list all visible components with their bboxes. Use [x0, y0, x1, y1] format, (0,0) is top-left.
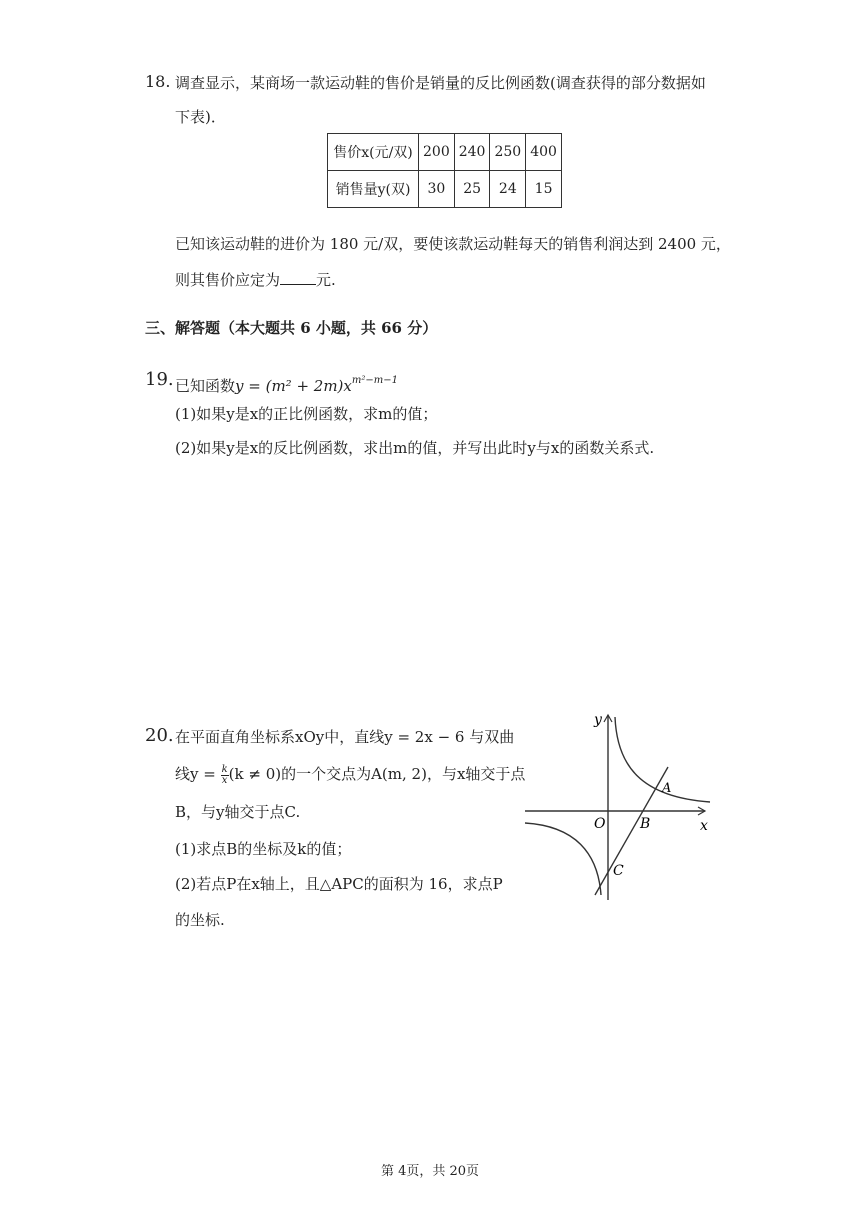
- label-c: C: [613, 863, 624, 879]
- q18-line4-post: 元.: [316, 271, 336, 289]
- table-cell: 240: [454, 134, 490, 171]
- q19-number: 19.: [145, 369, 174, 390]
- fraction-numerator: k: [221, 763, 228, 775]
- line-y-2x-6: [595, 767, 668, 895]
- q18-line4: [175, 270, 336, 290]
- table-row: [328, 171, 562, 208]
- q20-line2: [175, 764, 525, 786]
- q20-part2a: (2)若点P在x轴上，且△APC的面积为 16，求点P: [175, 875, 503, 893]
- q20-line3: B，与y轴交于点C.: [175, 803, 301, 821]
- q20-fraction: [221, 765, 229, 786]
- hyperbola-branch-2: [525, 823, 601, 895]
- q19-part1: (1)如果y是x的正比例函数，求m的值；: [175, 405, 438, 423]
- q18-line2: 下表)．: [175, 108, 226, 126]
- table-header-sales: 销售量y(双): [328, 171, 419, 208]
- q20-part1: (1)求点B的坐标及k的值；: [175, 840, 352, 858]
- table-row: [328, 134, 562, 171]
- q19-stem: [175, 371, 398, 396]
- q20-line2-post: (k ≠ 0)的一个交点为A(m, 2)，与x轴交于点: [228, 765, 526, 783]
- table-header-price: 售价x(元/双): [328, 134, 419, 171]
- q20-coordinate-figure: [520, 705, 720, 905]
- table-cell: 25: [454, 171, 490, 208]
- answer-blank: [280, 270, 316, 285]
- table-cell: 400: [526, 134, 562, 171]
- fraction-denominator: x: [221, 774, 228, 786]
- q19-formula: y = (m² + 2m)x: [235, 377, 352, 395]
- label-x: x: [700, 818, 708, 834]
- q18-line3: 已知该运动鞋的进价为 180 元/双，要使该款运动鞋每天的销售利润达到 2400 元，: [175, 235, 731, 253]
- q20-number: 20.: [145, 725, 174, 746]
- table-cell: 30: [419, 171, 455, 208]
- table-cell: 15: [526, 171, 562, 208]
- q20-line2-pre: 线y =: [175, 765, 216, 783]
- page-footer: 第 4页，共 20页: [380, 1164, 480, 1179]
- q18-number: 18.: [145, 72, 171, 91]
- q20-part2b: 的坐标.: [175, 911, 225, 929]
- label-o: O: [594, 816, 606, 832]
- table-cell: 24: [490, 171, 526, 208]
- q18-line4-pre: 则其售价应定为: [175, 271, 281, 289]
- section-title: 三、解答题（本大题共 6 小题，共 66 分）: [145, 319, 438, 337]
- q19-part2: (2)如果y是x的反比例函数，求出m的值，并写出此时y与x的函数关系式.: [175, 439, 655, 457]
- label-y: y: [594, 712, 602, 728]
- table-cell: 250: [490, 134, 526, 171]
- q18-line1: 调查显示，某商场一款运动鞋的售价是销量的反比例函数(调查获得的部分数据如: [175, 74, 706, 92]
- label-b: B: [640, 816, 651, 832]
- label-a: A: [662, 781, 672, 796]
- table-cell: 200: [419, 134, 455, 171]
- q20-line1: 在平面直角坐标系xOy中，直线y = 2x − 6 与双曲: [175, 728, 515, 746]
- q19-stem-pre: 已知函数: [175, 377, 236, 395]
- q19-exponent: m²−m−1: [351, 375, 398, 386]
- q18-data-table: [327, 133, 562, 208]
